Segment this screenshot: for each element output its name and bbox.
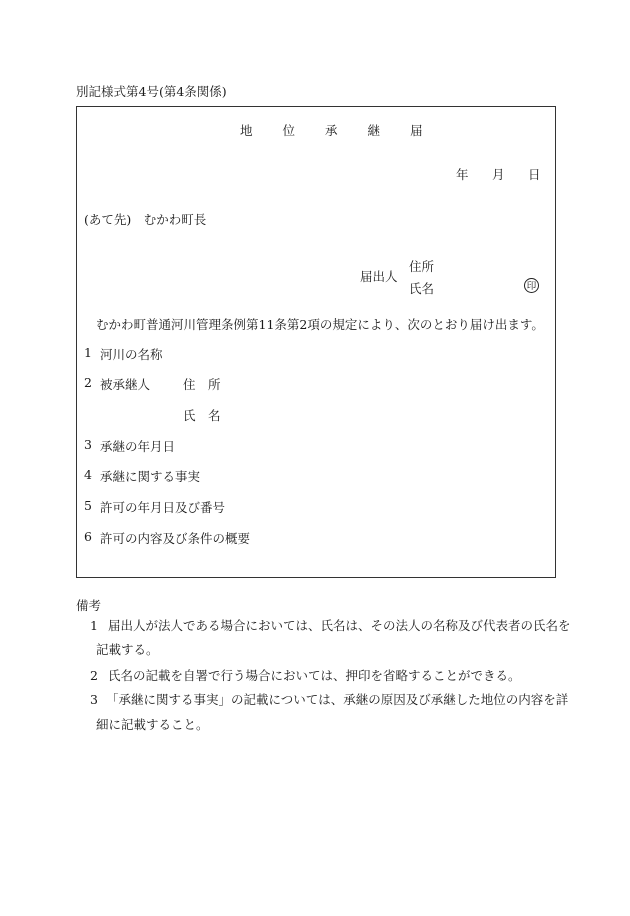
remark-text: 「承継に関する事実」の記載については、承継の原因及び承継した地位の内容を詳	[106, 692, 569, 707]
date-year: 年	[456, 167, 469, 182]
item-number: 4	[84, 467, 92, 482]
remark-number: 2	[90, 668, 98, 683]
title-char: 継	[367, 123, 381, 138]
remark-text: 届出人が法人である場合においては、氏名は、その法人の名称及び代表者の氏名を	[108, 618, 571, 633]
applicant-address-label: 住所	[409, 259, 435, 274]
item-number: 6	[84, 529, 92, 544]
item-label: 被承継人	[100, 377, 151, 392]
successor-address-label: 住 所	[183, 377, 221, 392]
applicant-name-label: 氏名	[409, 281, 435, 296]
remarks-heading: 備考	[76, 598, 102, 613]
date-day: 日	[528, 167, 541, 182]
item-label: 承継の年月日	[100, 439, 176, 454]
item-number: 3	[84, 437, 92, 452]
seal-mark: 印	[524, 278, 539, 293]
item-label: 河川の名称	[100, 347, 163, 362]
statement: むかわ町普通河川管理条例第11条第2項の規定により、次のとおり届け出ます。	[96, 317, 544, 332]
title-char: 位	[282, 123, 296, 138]
remark-number: 1	[90, 618, 98, 633]
item-label: 許可の内容及び条件の概要	[100, 531, 251, 546]
title-char: 届	[410, 123, 423, 138]
successor-name-label: 氏 名	[183, 408, 221, 423]
applicant-label: 届出人	[360, 269, 398, 284]
item-number: 2	[84, 375, 92, 390]
title-char: 地	[240, 123, 253, 138]
item-label: 承継に関する事実	[100, 469, 201, 484]
remark-text: 氏名の記載を自署で行う場合においては、押印を省略することができる。	[108, 668, 521, 683]
form-title	[240, 121, 423, 139]
remark-text-continued: 記載する。	[96, 642, 159, 657]
remark-number: 3	[90, 692, 98, 707]
item-number: 5	[84, 498, 92, 513]
item-number: 1	[84, 345, 92, 360]
form-number-label: 別記様式第4号(第4条関係)	[76, 84, 227, 99]
addressee: (あて先) むかわ町長	[84, 212, 207, 227]
date-month: 月	[492, 167, 505, 182]
remark-text-continued: 細に記載すること。	[96, 717, 209, 732]
title-char: 承	[325, 123, 338, 138]
item-label: 許可の年月日及び番号	[100, 500, 226, 515]
